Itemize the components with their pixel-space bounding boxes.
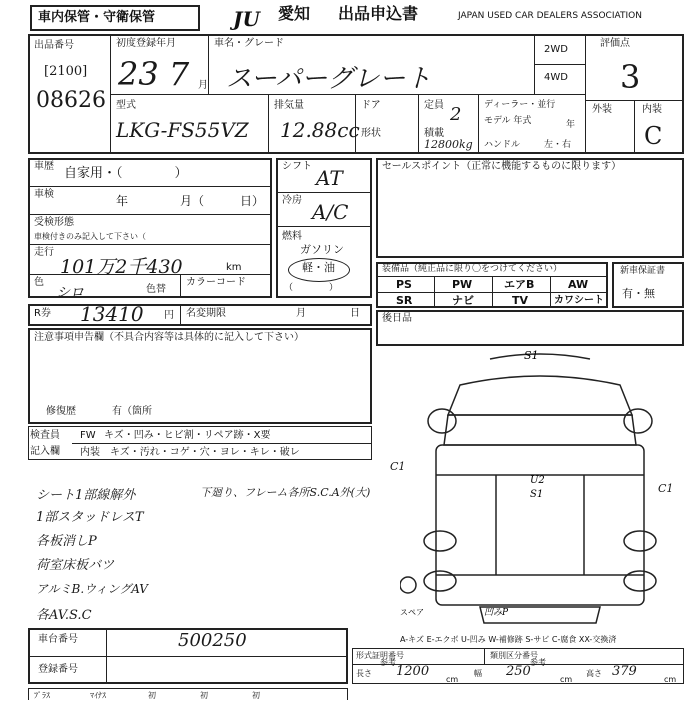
mileage-value: 101万2千430: [60, 256, 183, 278]
handle-label: ハンドル: [484, 140, 521, 150]
handle-lr: 左・右: [544, 140, 572, 150]
history-value: 自家用・（ ）: [64, 166, 188, 181]
ac-value: A/C: [312, 200, 349, 224]
history-label: 車歴: [34, 161, 54, 172]
length-unit: cm: [446, 675, 459, 684]
chassis-label: 車台番号: [38, 634, 78, 645]
after-label: 後日品: [382, 313, 412, 324]
equip-label: 装備品（純正品に限り〇をつけてください）: [382, 264, 563, 274]
score-label: 評価点: [600, 38, 630, 49]
class-label: 類別区分番号: [490, 651, 538, 660]
displacement-value: 12.88cc: [280, 118, 360, 142]
remark-line: 荷室床板バツ: [36, 558, 115, 573]
org-english: JAPAN USED CAR DEALERS ASSOCIATION: [458, 11, 642, 21]
inspection-label: 車検: [34, 189, 54, 200]
bottom-cell: ﾏｲﾅｽ: [90, 691, 106, 700]
displacement-label: 排気量: [274, 100, 304, 111]
interior-value: C: [644, 122, 663, 150]
load-value: 12800kg: [424, 138, 473, 151]
sales-label: セールスポイント（正常に機能するものに限ります）: [382, 161, 622, 172]
shift-value: AT: [316, 166, 343, 190]
after-box: [376, 310, 684, 346]
remark-line: 各板消しP: [36, 534, 97, 549]
type-value: LKG-FS55VZ: [116, 118, 249, 142]
equip-item: TV: [512, 294, 529, 307]
capacity-label: 定員: [424, 100, 444, 111]
width-unit: cm: [560, 675, 573, 684]
bottom-cell: ﾌﾟﾗｽ: [34, 691, 50, 700]
drive-2wd: 2WD: [544, 44, 568, 55]
lot-sub: [2100]: [44, 64, 88, 79]
inspection-month: 月（: [180, 194, 205, 208]
warranty-label: 新車保証書: [620, 266, 666, 276]
equip-item: エアB: [504, 278, 535, 291]
check-row2: キズ・汚れ・コゲ・穴・ヨレ・キレ・破レ: [110, 447, 300, 458]
check-row1-head: FW: [80, 430, 96, 441]
drive-4wd: 4WD: [544, 72, 568, 83]
inspection-day: 日）: [240, 194, 265, 208]
entry-label: 記入欄: [30, 446, 60, 457]
warranty-yn: 有・無: [622, 287, 655, 300]
check-row2-head: 内装: [80, 447, 100, 458]
interior-label: 内装: [642, 104, 662, 115]
color-value: シロ: [56, 285, 84, 301]
shift-label: シフト: [282, 161, 312, 172]
fuel-paren: （ ）: [284, 283, 339, 293]
mileage-label: 走行: [34, 247, 54, 258]
equip-item: ナビ: [452, 294, 474, 307]
width-label: 幅: [474, 669, 482, 678]
remark-line: 1部スタッドレスT: [36, 510, 144, 525]
name-change-label: 名変期限: [186, 308, 226, 319]
color-label: 色: [34, 277, 44, 288]
diagram-spare: スペア: [400, 608, 424, 617]
reg-value: 23 7: [118, 55, 190, 93]
bottom-cell: 初: [252, 691, 260, 700]
form-cert-label: 形式証明番号: [356, 651, 404, 660]
load-label: 積載: [424, 128, 444, 139]
remark-line: 下廻り、フレーム各所S.C.A外(大): [200, 486, 371, 499]
bottom-strip: [28, 688, 348, 700]
capacity-value: 2: [450, 104, 462, 125]
check-row1: キズ・凹み・ヒビ割・リペア跡・X要: [104, 430, 271, 441]
dealer-label: ディーラー・並行: [484, 100, 556, 110]
diagram-legend: A-キズ E-エクボ U-凹み W-補修跡 S-サビ C-腐食 XX-交換済: [400, 635, 617, 644]
equip-item: PW: [452, 278, 473, 291]
model-year-label: モデル 年式: [484, 116, 532, 126]
equip-item: AW: [568, 278, 589, 291]
regno-label: 登録番号: [38, 664, 78, 675]
equip-item: PS: [396, 278, 412, 291]
height-label: 高さ: [586, 669, 602, 678]
org-name: 愛知: [278, 4, 311, 23]
recycle-unit: 円: [164, 310, 174, 321]
shape-label: 形状: [361, 128, 381, 139]
form-cert-ref: 参考: [380, 658, 396, 667]
form-title: 出品申込書: [338, 4, 419, 23]
doors-label: ドア: [361, 100, 381, 111]
type-label: 型式: [116, 100, 136, 111]
model-label: 車名・グレード: [214, 38, 284, 49]
color-code-label: カラーコード: [186, 277, 246, 288]
class-ref: 参考: [530, 658, 546, 667]
sales-box: [376, 158, 684, 258]
remark-line: 各AV.S.C: [36, 608, 92, 623]
inspection-year: 年: [116, 194, 129, 208]
color-change-label: 色替: [146, 284, 166, 295]
diagram-bumper: 凹みP: [484, 608, 509, 618]
remark-line: シート1部線解外: [36, 488, 136, 503]
bottom-cell: 初: [148, 691, 156, 700]
inspector-label: 検査員: [30, 430, 60, 441]
storage-label: 車内保管・守衛保管: [38, 10, 156, 25]
mark-sub: 車検付きのみ記入して下さい（: [34, 232, 146, 241]
mileage-unit: km: [226, 262, 242, 273]
length-value: 1200: [396, 664, 430, 679]
width-value: 250: [506, 664, 531, 679]
repair-label: 修復歴: [46, 406, 76, 417]
remark-line: アルミB.ウィングAV: [36, 582, 148, 596]
chassis-value: 500250: [178, 630, 247, 651]
equip-item: SR: [396, 294, 413, 307]
notes-label: 注意事項申告欄（不具合内容等は具体的に記入して下さい）: [34, 332, 304, 343]
bottom-cell: 初: [200, 691, 208, 700]
reg-label: 初度登録年月: [116, 38, 176, 49]
diagram-left: C1: [390, 460, 406, 473]
equip-item: カワシート: [554, 295, 604, 306]
lot-number: 08626: [36, 88, 106, 113]
length-label: 長さ: [356, 669, 372, 678]
storage-box: [30, 5, 200, 31]
fuel-label: 燃料: [282, 231, 302, 242]
ac-label: 冷房: [282, 195, 302, 206]
score-value: 3: [620, 58, 641, 96]
recycle-label: R券: [34, 308, 51, 319]
year-label: 年: [566, 120, 576, 130]
diagram-right: C1: [658, 482, 674, 495]
diagram-top: S1: [524, 349, 539, 362]
exterior-label: 外装: [592, 104, 612, 115]
reg-suffix: 月: [198, 80, 208, 91]
fuel-options: ガソリン: [300, 243, 344, 256]
model-value: スーパーグレート: [226, 64, 432, 94]
name-change-month: 月: [296, 308, 306, 319]
fuel-selected: 軽・油: [302, 261, 335, 274]
diagram-center1: U2: [530, 475, 545, 486]
recycle-value: 13410: [80, 302, 144, 326]
height-value: 379: [612, 664, 637, 679]
diagram-center2: S1: [530, 489, 544, 500]
mark-label: 受検形態: [34, 217, 74, 228]
truck-diagram: [400, 345, 680, 630]
ju-logo: [233, 7, 277, 29]
repair-yes: 有（箇所: [112, 406, 152, 417]
ju-logo-text: JU: [233, 7, 260, 31]
name-change-day: 日: [350, 308, 360, 319]
height-unit: cm: [664, 675, 677, 684]
lot-label: 出品番号: [34, 40, 74, 51]
